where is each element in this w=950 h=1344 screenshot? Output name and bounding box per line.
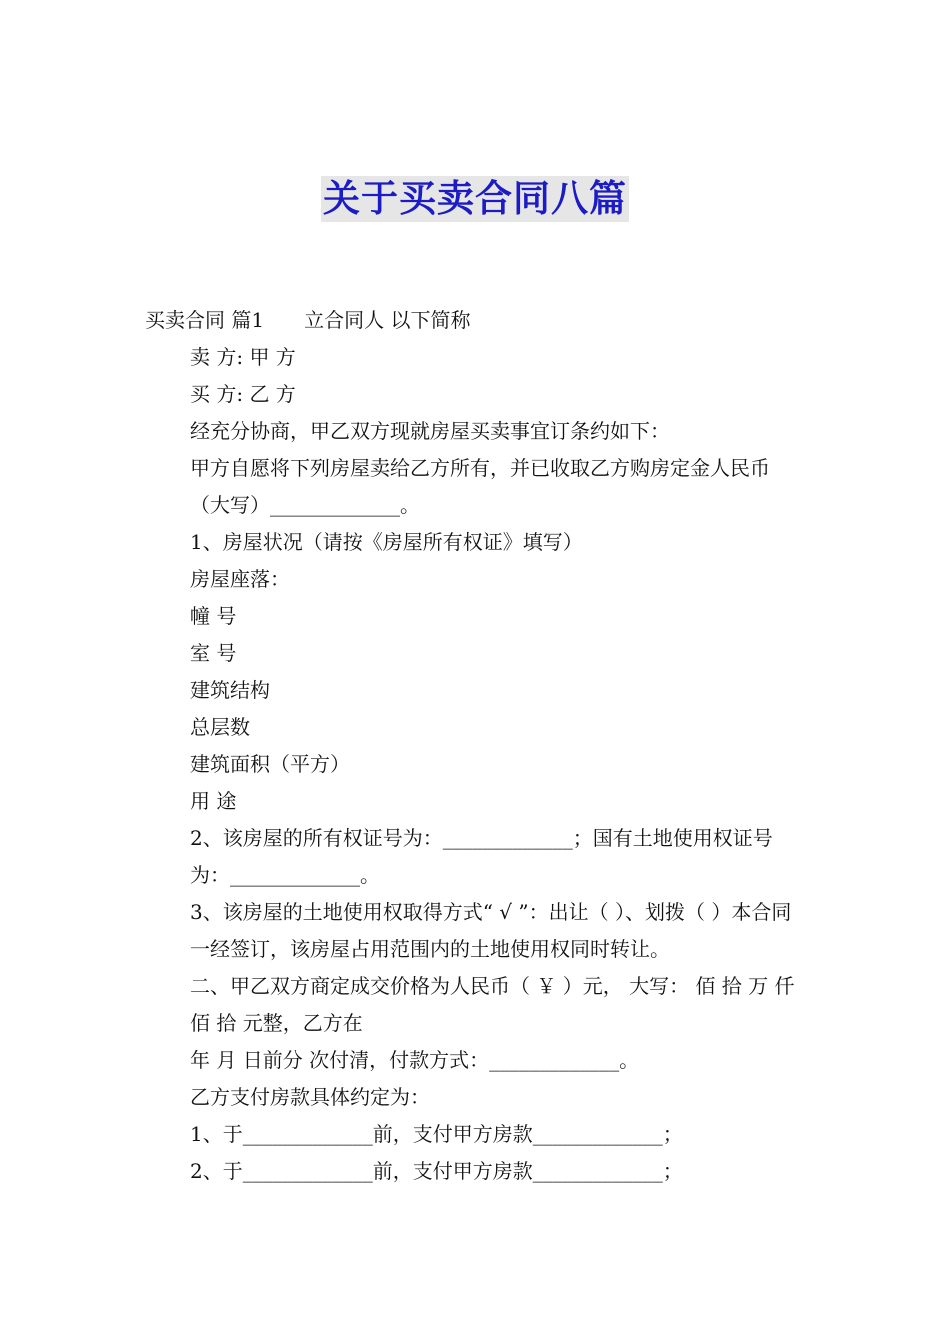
building-structure: 建筑结构 bbox=[190, 678, 270, 702]
payment-term-1: 1、于_____________前，支付甲方房款_____________； bbox=[190, 1122, 683, 1146]
total-floors: 总层数 bbox=[190, 715, 250, 739]
house-status-heading: 1、房屋状况（请按《房屋所有权证》填写） bbox=[190, 530, 583, 554]
seller-line: 卖 方: 甲 方 bbox=[190, 345, 296, 369]
payment-date-line: 年 月 日前分 次付清，付款方式：_____________。 bbox=[190, 1048, 640, 1072]
agreement-intro: 经充分协商，甲乙双方现就房屋买卖事宜订条约如下： bbox=[190, 419, 670, 443]
deposit-paragraph: 甲方自愿将下列房屋卖给乙方所有，并已收取乙方购房定金人民币（大写）_____________。 bbox=[190, 456, 770, 517]
document-body bbox=[145, 302, 809, 1190]
payment-terms-heading: 乙方支付房款具体约定为： bbox=[190, 1085, 430, 1109]
payment-term-2: 2、于_____________前，支付甲方房款_____________； bbox=[190, 1159, 683, 1183]
land-use-paragraph: 3、该房屋的土地使用权取得方式“ √ ”：出让（ ）、划拨（ ）本合同一经签订，该房屋占用范围内的土地使用权同时转让。 bbox=[190, 900, 792, 961]
contract-heading-title: 买卖合同 篇1 bbox=[145, 308, 265, 332]
contract-heading-parties: 立合同人 以下简称 bbox=[304, 308, 471, 332]
building-area: 建筑面积（平方） bbox=[190, 752, 350, 776]
room-number: 室 号 bbox=[190, 641, 237, 665]
usage: 用 途 bbox=[190, 789, 237, 813]
house-location: 房屋座落： bbox=[190, 567, 290, 591]
title-area bbox=[0, 176, 950, 222]
buyer-line: 买 方: 乙 方 bbox=[190, 382, 296, 406]
document-title: 关于买卖合同八篇 bbox=[323, 177, 627, 220]
price-paragraph: 二、甲乙双方商定成交价格为人民币（ ￥ ）元， 大写： 佰 拾 万 仟 佰 拾 元整，乙方在 bbox=[190, 974, 795, 1035]
certificate-paragraph: 2、该房屋的所有权证号为：_____________；国有土地使用权证号为：_____________。 bbox=[190, 826, 773, 887]
contract-heading bbox=[145, 302, 809, 339]
building-number: 幢 号 bbox=[190, 604, 237, 628]
